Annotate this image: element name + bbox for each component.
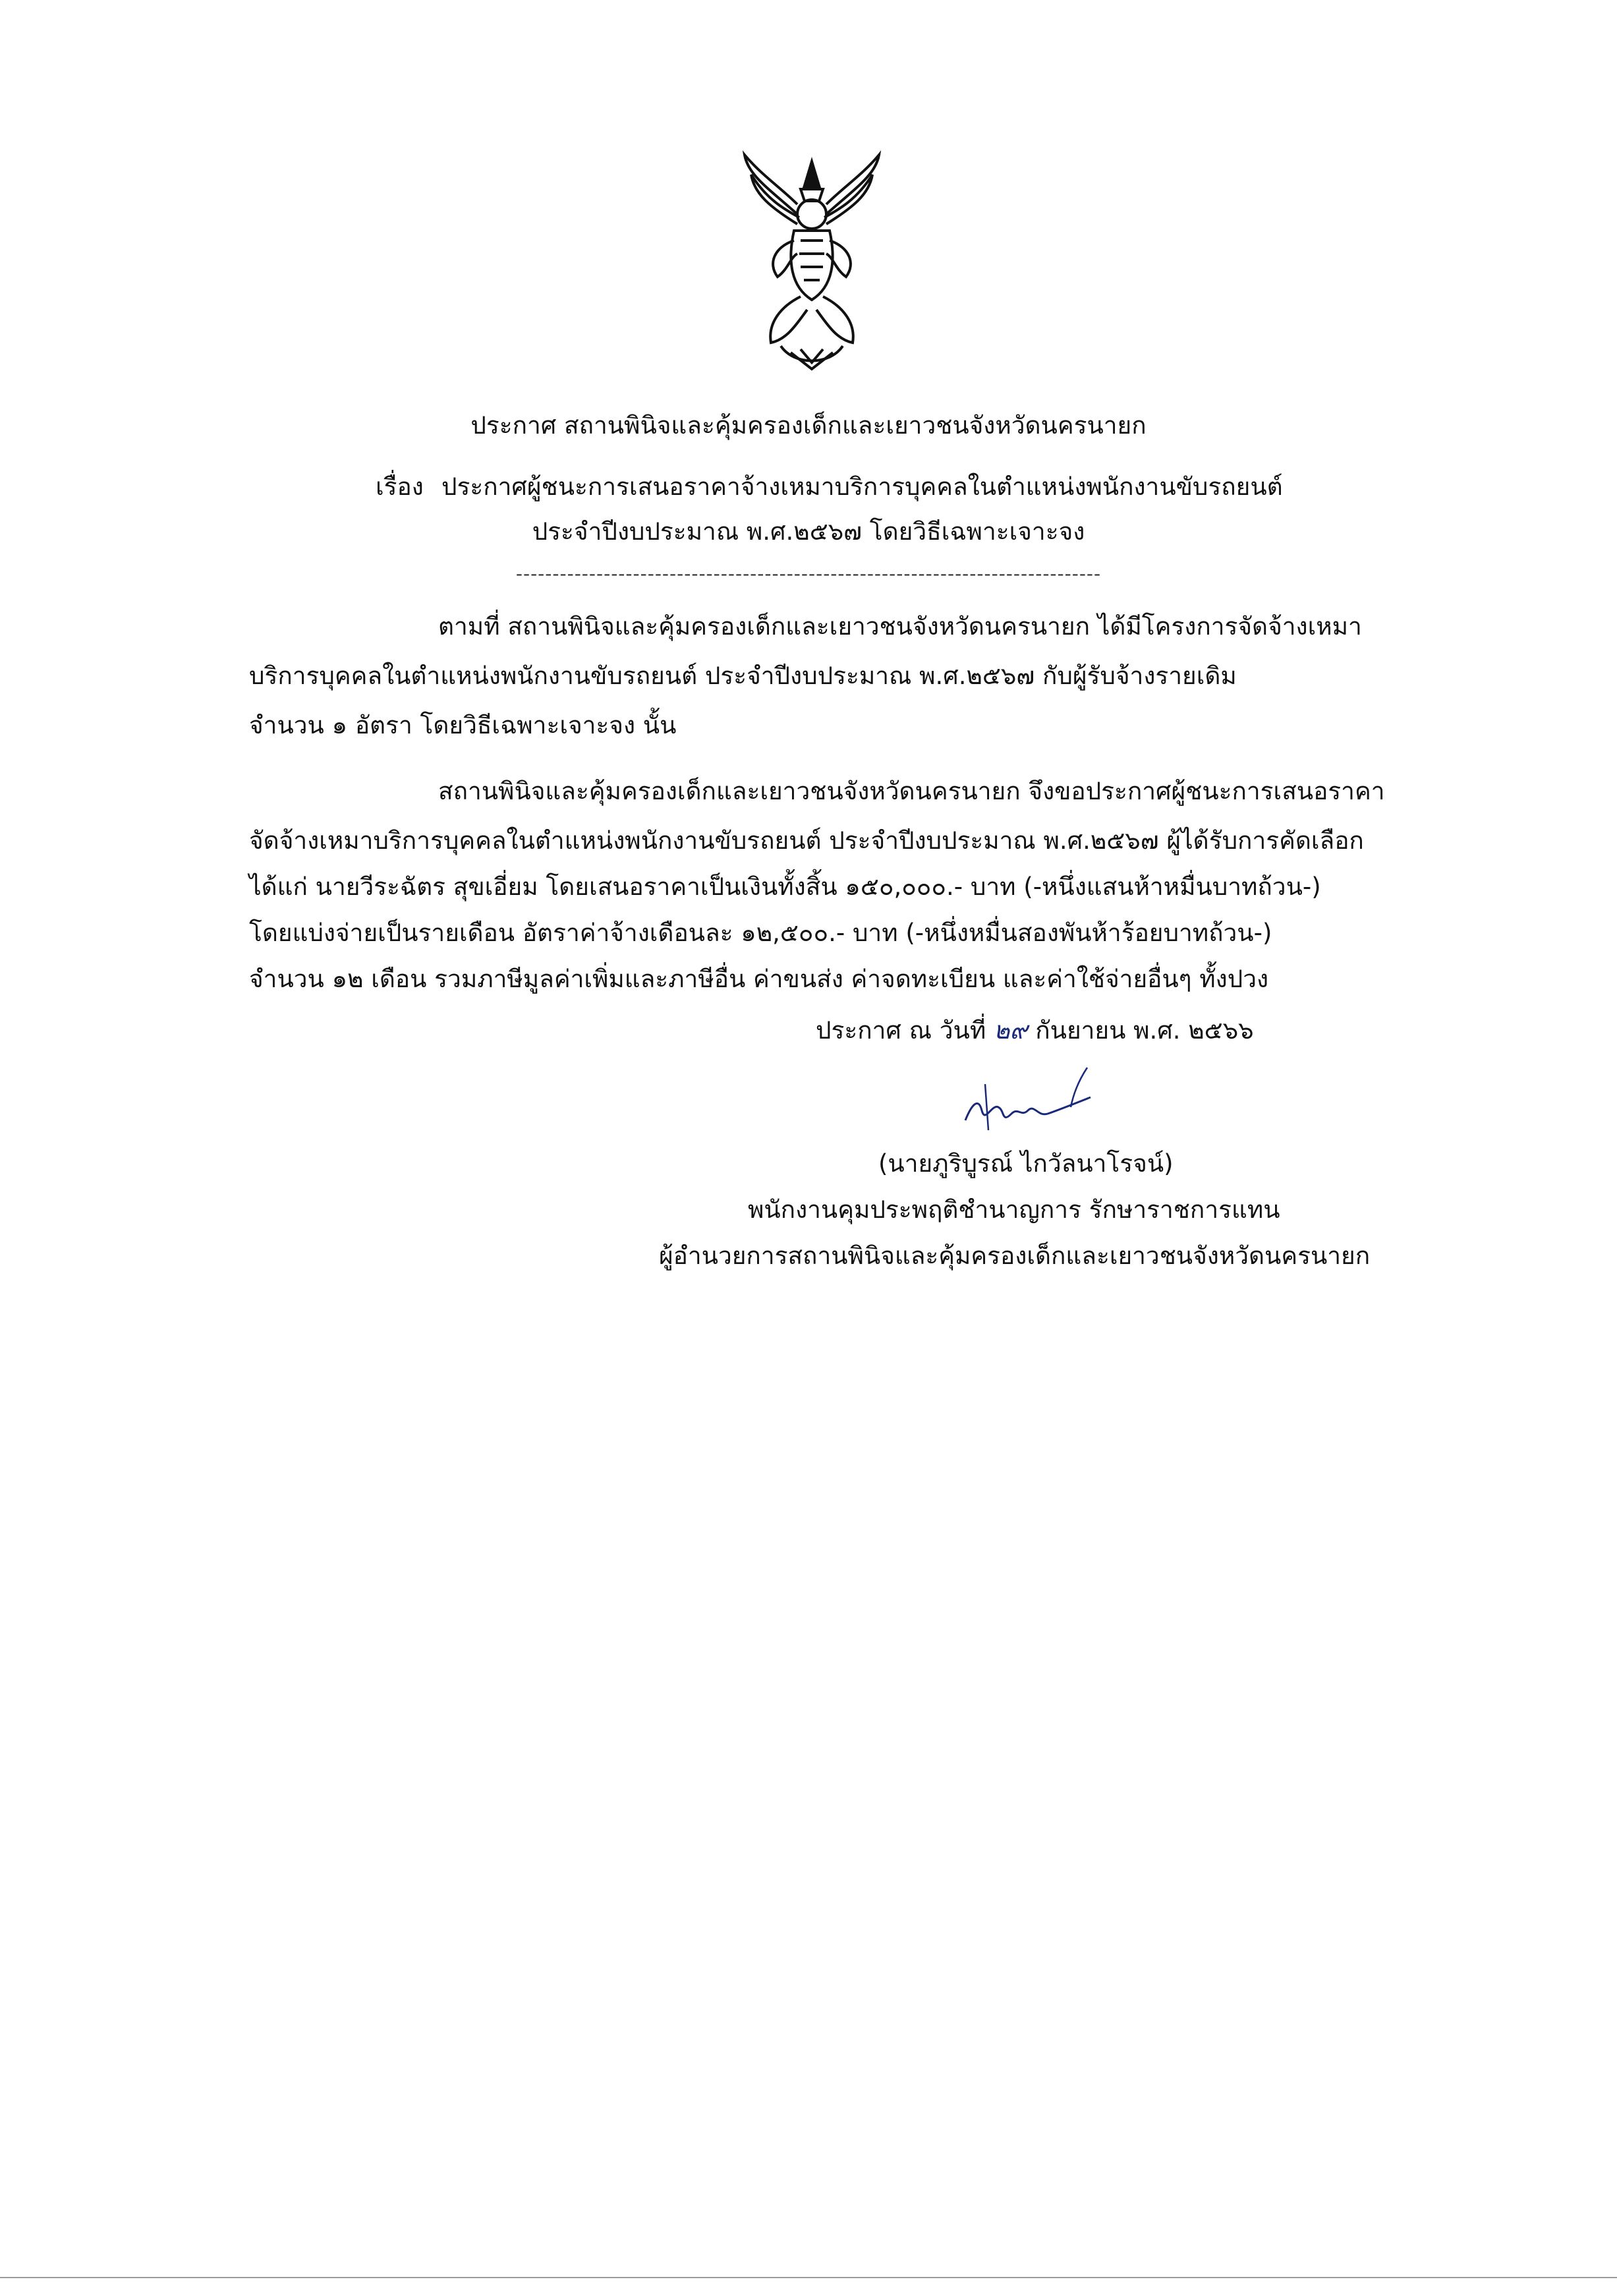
subject-label: เรื่อง <box>376 473 424 501</box>
subject-line-2: ประจำปีงบประมาณ พ.ศ.๒๕๖๗ โดยวิธีเฉพาะเจาะจง <box>532 517 1085 546</box>
separator-line: -------------------------------------------------------------------------------- <box>515 563 1102 585</box>
para1-line-2: บริการบุคคลในตำแหน่งพนักงานขับรถยนต์ ประจำปีงบประมาณ พ.ศ.๒๕๖๗ กับผู้รับจ้างรายเดิม <box>249 662 1237 690</box>
signer-title-2: ผู้อำนวยการสถานพินิจและคุ้มครองเด็กและเยาวชนจังหวัดนครนายก <box>659 1242 1371 1270</box>
subject-line-1: ประกาศผู้ชนะการเสนอราคาจ้างเหมาบริการบุคคลในตำแหน่งพนักงานขับรถยนต์ <box>441 473 1283 501</box>
para2-line-4: โดยแบ่งจ่ายเป็นรายเดือน อัตราค่าจ้างเดือนละ ๑๒,๕๐๐.- บาท (-หนึ่งหมื่นสองพันห้าร้อยบาทถ้วน-) <box>249 919 1272 947</box>
para2-line-3: ได้แก่ นายวีระฉัตร สุขเอี่ยม โดยเสนอราคาเป็นเงินทั้งสิ้น ๑๕๐,๐๐๐.- บาท (-หนึ่งแสนห้าหมื่นบาทถ้วน-) <box>249 873 1321 901</box>
para2-line-1: สถานพินิจและคุ้มครองเด็กและเยาวชนจังหวัดนครนายก จึงขอประกาศผู้ชนะการเสนอราคา <box>438 777 1385 805</box>
para1-line-1: ตามที่ สถานพินิจและคุ้มครองเด็กและเยาวชนจังหวัดนครนายก ได้มีโครงการจัดจ้างเหมา <box>438 612 1362 641</box>
document-heading: ประกาศ สถานพินิจและคุ้มครองเด็กและเยาวชนจังหวัดนครนายก <box>470 411 1147 440</box>
date-line <box>816 1014 1254 1048</box>
para2-line-5: จำนวน ๑๒ เดือน รวมภาษีมูลค่าเพิ่มและภาษีอื่น ค่าขนส่ง ค่าจดทะเบียน และค่าใช้จ่ายอื่นๆ ทั้งปวง <box>249 965 1269 993</box>
garuda-emblem-icon <box>741 148 883 372</box>
date-suffix: กันยายน พ.ศ. ๒๕๖๖ <box>1035 1016 1254 1045</box>
scan-edge-line <box>0 2277 1617 2278</box>
date-day: ๒๙ <box>993 1016 1028 1045</box>
date-prefix: ประกาศ ณ วันที่ <box>816 1016 986 1045</box>
signer-title-1: พนักงานคุมประพฤติชำนาญการ รักษาราชการแทน <box>748 1195 1280 1224</box>
signature-icon <box>939 1058 1110 1143</box>
signer-name: (นายภูริบูรณ์ ไกวัลนาโรจน์) <box>878 1149 1174 1178</box>
para2-line-2: จัดจ้างเหมาบริการบุคคลในตำแหน่งพนักงานขับรถยนต์ ประจำปีงบประมาณ พ.ศ.๒๕๖๗ ผู้ได้รับการคัดเลือก <box>249 826 1364 855</box>
para1-line-3: จำนวน ๑ อัตรา โดยวิธีเฉพาะเจาะจง นั้น <box>249 711 677 739</box>
